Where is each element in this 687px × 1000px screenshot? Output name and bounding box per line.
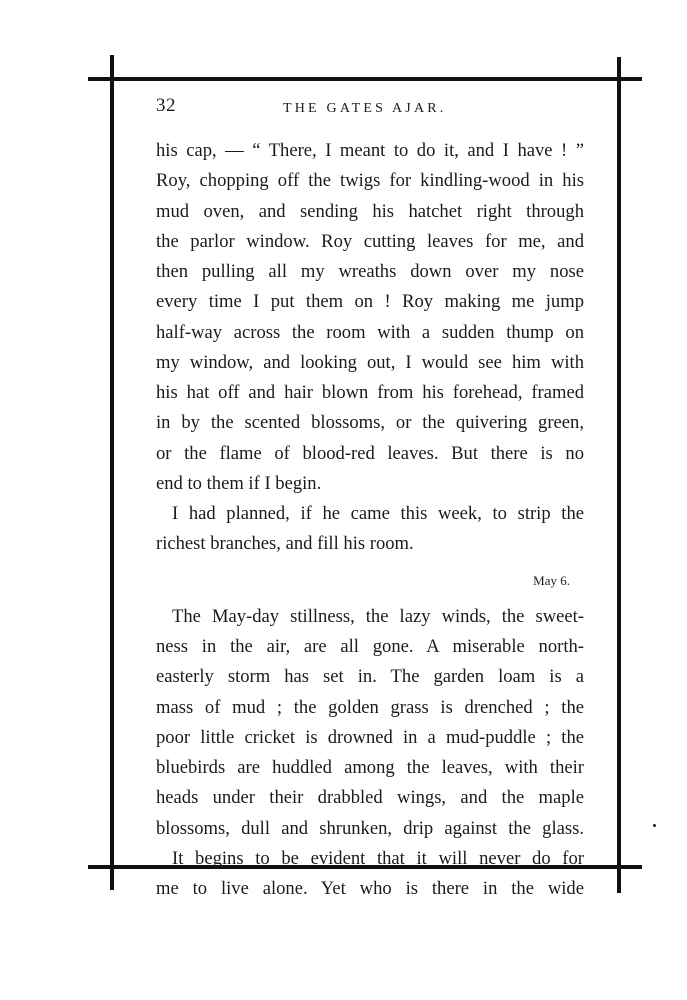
text-line: his hat off and hair blown from his forehead, framed: [156, 382, 584, 403]
text-line: bluebirds are huddled among the leaves, with their: [156, 757, 584, 778]
frame-top-rule: [88, 77, 642, 81]
text-line: mass of mud ; the golden grass is drenched ; the: [156, 696, 584, 718]
text-line: me to live alone. Yet who is there in the wide: [156, 878, 584, 899]
text-line: every time I put them on ! Roy making me jump: [156, 291, 584, 313]
print-speck: [653, 824, 656, 827]
text-line: or the flame of blood-red leaves. But there is no: [156, 442, 584, 464]
text-line: blossoms, dull and shrunken, drip against the glass.: [156, 817, 584, 839]
text-line: richest branches, and fill his room.: [156, 533, 414, 555]
text-line: The May-day stillness, the lazy winds, the sweet-: [172, 605, 584, 627]
frame-right-rule: [617, 57, 621, 893]
dateline: May 6.: [533, 572, 570, 588]
text-line: It begins to be evident that it will never do for: [172, 847, 584, 869]
text-line: poor little cricket is drowned in a mud-puddle ; the: [156, 726, 584, 748]
text-line: then pulling all my wreaths down over my nose: [156, 261, 584, 282]
text-line: half-way across the room with a sudden thump on: [156, 321, 584, 343]
text-line: in by the scented blossoms, or the quivering green,: [156, 412, 584, 434]
page-number: 32: [156, 95, 176, 116]
running-head: THE GATES AJAR.: [283, 101, 447, 116]
text-line: my window, and looking out, I would see him with: [156, 351, 584, 373]
text-line: his cap, — “ There, I meant to do it, and I have ! ”: [156, 140, 584, 161]
text-line: Roy, chopping off the twigs for kindling-wood in his: [156, 170, 584, 192]
text-line: easterly storm has set in. The garden loam is a: [156, 666, 584, 688]
text-line: end to them if I begin.: [156, 472, 322, 494]
text-line: ness in the air, are all gone. A miserable north-: [156, 636, 584, 657]
text-line: mud oven, and sending his hatchet right through: [156, 200, 584, 222]
text-line: I had planned, if he came this week, to strip the: [172, 503, 584, 524]
body-text: [156, 136, 584, 904]
frame-left-rule: [110, 55, 114, 890]
text-line: the parlor window. Roy cutting leaves for me, and: [156, 230, 584, 252]
text-line: heads under their drabbled wings, and the maple: [156, 787, 584, 809]
